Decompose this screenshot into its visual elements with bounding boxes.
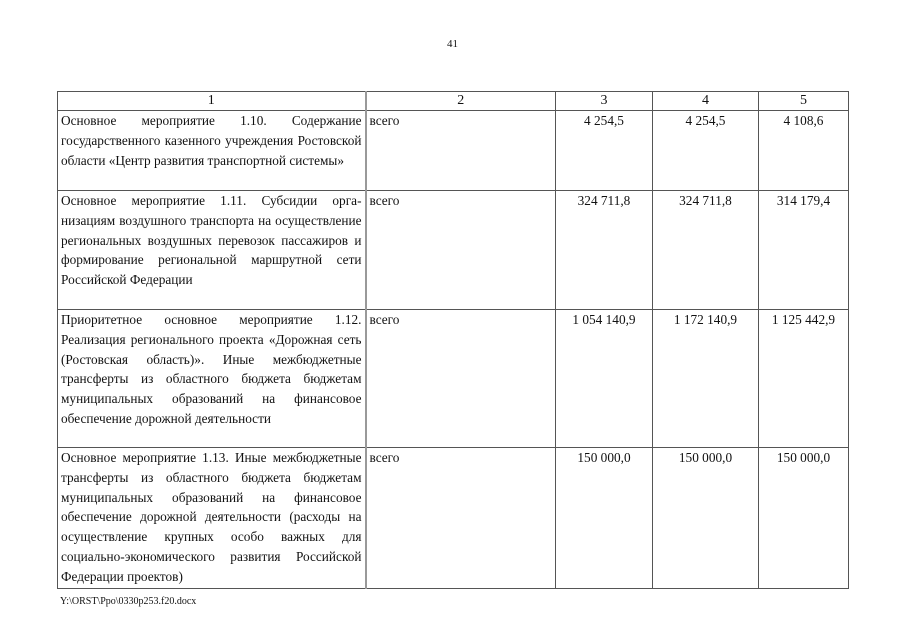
table-row <box>58 310 849 448</box>
row-kind: всего <box>366 191 556 310</box>
table-row <box>58 111 849 191</box>
row-description: Основное мероприятие 1.10. Содержание государственного казенного учреждения Ростовской области «Центр развития транспортной системы» <box>58 111 366 191</box>
table-row <box>58 448 849 589</box>
column-header-5: 5 <box>759 92 849 111</box>
value-col3: 150 000,0 <box>556 448 653 589</box>
value-col3: 324 711,8 <box>556 191 653 310</box>
value-col4: 324 711,8 <box>653 191 759 310</box>
row-kind: всего <box>366 310 556 448</box>
row-description: Основное мероприятие 1.11. Субсидии организациям воздушного транспорта на осуществление региональных воздушных перевозок пассажиров и формирование региональной маршрутной сети Российской Федерации <box>58 191 366 310</box>
table-header-row <box>58 92 849 111</box>
value-col4: 1 172 140,9 <box>653 310 759 448</box>
column-header-1: 1 <box>58 92 366 111</box>
table-row <box>58 191 849 310</box>
value-col5: 150 000,0 <box>759 448 849 589</box>
page-number: 41 <box>447 38 458 50</box>
value-col3: 4 254,5 <box>556 111 653 191</box>
value-col3: 1 054 140,9 <box>556 310 653 448</box>
value-col4: 4 254,5 <box>653 111 759 191</box>
column-header-2: 2 <box>366 92 556 111</box>
value-col5: 1 125 442,9 <box>759 310 849 448</box>
column-header-4: 4 <box>653 92 759 111</box>
column-header-3: 3 <box>556 92 653 111</box>
value-col4: 150 000,0 <box>653 448 759 589</box>
value-col5: 4 108,6 <box>759 111 849 191</box>
row-description: Основное мероприятие 1.13. Иные межбюджетные трансферты из областного бюджета бюджетам муниципальных образований на финансовое обеспечение дорожной деятельности (расходы на осуществление крупных особо важных для социально-экономического развития Российской Федерации проектов) <box>58 448 366 589</box>
row-kind: всего <box>366 448 556 589</box>
budget-table <box>57 91 849 589</box>
row-description: Приоритетное основное мероприятие 1.12. Реализация регионального проекта «Дорожная сеть (Ростовская область)». Иные межбюджетные трансферты из областного бюджета бюджетам муниципальных образований на финансовое обеспечение дорожной деятельности <box>58 310 366 448</box>
row-kind: всего <box>366 111 556 191</box>
value-col5: 314 179,4 <box>759 191 849 310</box>
footer-file-path: Y:\ORST\Ppo\0330p253.f20.docx <box>60 596 197 607</box>
